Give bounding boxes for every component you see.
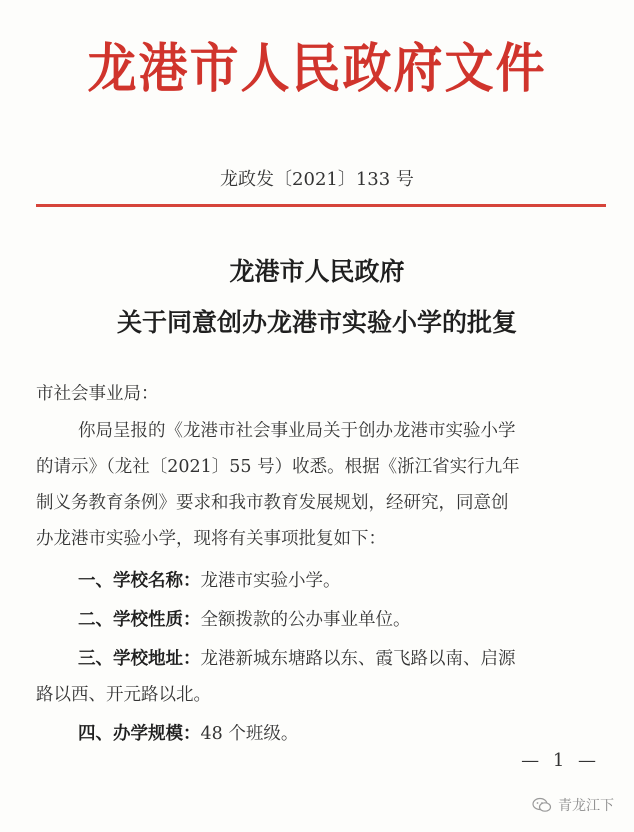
paragraph-line: 制义务教育条例》要求和我市教育发展规划，经研究，同意创: [36, 493, 509, 513]
item-text: 全额拨款的公办事业单位。: [200, 610, 411, 630]
approval-item: [78, 641, 602, 677]
approval-item: [78, 563, 634, 599]
page-number: — 1 —: [521, 750, 600, 771]
approval-item-continuation: 路以西、开元路以北。: [36, 685, 211, 705]
paragraph-line: 的请示》（龙社〔2021〕55 号）收悉。根据《浙江省实行九年: [36, 457, 520, 477]
header-divider: [36, 204, 606, 207]
item-label: 一、学校名称：: [78, 571, 201, 591]
item-text: 龙港新城东塘路以东、霞飞路以南、启源: [200, 649, 516, 669]
addressee: 市社会事业局：: [36, 384, 159, 404]
item-text: 龙港市实验小学。: [200, 571, 341, 591]
paragraph-line: 办龙港市实验小学，现将有关事项批复如下：: [36, 529, 386, 549]
approval-item: [78, 602, 634, 638]
watermark-text: 青龙江下: [558, 798, 614, 814]
document-title-line1: 龙港市人民政府: [229, 257, 405, 286]
wechat-icon: [532, 797, 552, 813]
document-number: 龙政发〔2021〕133 号: [220, 169, 414, 190]
approval-item: [78, 716, 634, 752]
item-label: 三、学校地址：: [78, 649, 201, 669]
item-label: 四、办学规模：: [78, 724, 201, 744]
item-text: 48 个班级。: [200, 724, 299, 744]
document-header-title: 龙港市人民政府文件: [87, 36, 547, 100]
document-title-line2: 关于同意创办龙港市实验小学的批复: [116, 308, 517, 337]
paragraph-line: 你局呈报的《龙港市社会事业局关于创办龙港市实验小学: [78, 421, 516, 441]
item-label: 二、学校性质：: [78, 610, 201, 630]
watermark: [532, 795, 614, 815]
